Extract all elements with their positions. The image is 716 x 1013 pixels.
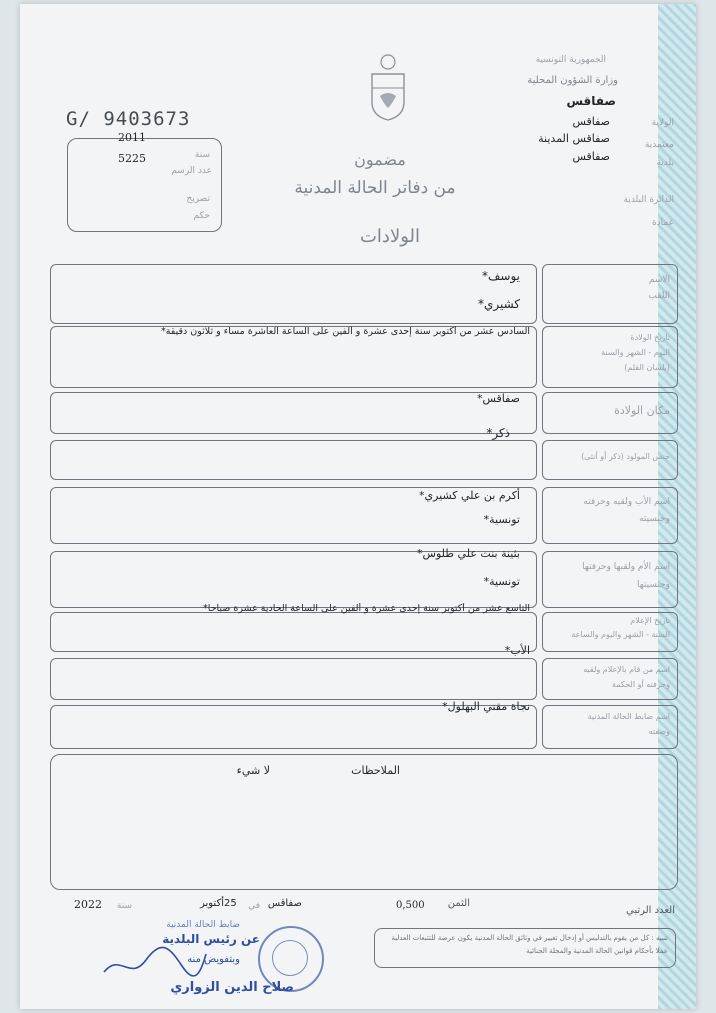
field-label: الاسم اللقب: [648, 275, 670, 301]
municipal-circle-label: الدائرة البلدية: [623, 195, 674, 205]
footer-year: 2022: [74, 898, 102, 911]
field-label: مكان الولادة: [614, 404, 670, 417]
doc-title-line2: من دفاتر الحالة المدنية: [294, 178, 456, 198]
notice-text: تنبيه : كل من يقوم بالتدليس أو إدخال تغيير في وثائق الحالة المدنية يكون عرضة للتتبعات العدلية عملا بأحكام قوانين الحالة المدنية والمجلة الجنائية: [391, 934, 668, 955]
footer-place: صفاقس: [267, 898, 302, 909]
footer-month: أكتوبر: [199, 898, 224, 909]
field-label: اسم الأب ولقبه وحرفته وجنسيته: [583, 497, 670, 524]
registry-number-label: عدد الرسم: [171, 166, 212, 176]
signature-name: صلاح الدين الزواري: [170, 980, 294, 995]
field-value-box: [50, 658, 537, 700]
registry-judgment-label: حكم: [193, 211, 210, 221]
footer-year-label: سنة: [116, 901, 132, 911]
field-value: صفاقس*: [476, 392, 520, 405]
ministry-label: وزارة الشؤون المحلية: [527, 75, 618, 86]
coat-of-arms-icon: [366, 52, 410, 124]
footer-day-prefix: في: [248, 901, 260, 911]
field-label: جنس المولود (ذكر أو أنثى): [581, 452, 670, 461]
field-value-box: [50, 440, 537, 480]
price-label: الثمن: [447, 898, 470, 909]
registry-year: 2011: [118, 131, 146, 144]
signature-title-3: وبتفويض منه: [187, 954, 240, 965]
price-value: 0,500: [396, 900, 425, 911]
handwritten-signature: [100, 942, 210, 982]
registry-declaration-label: تصريح: [186, 194, 210, 204]
signature-title-1: ضابط الحالة المدنية: [166, 920, 240, 930]
wilaya-handwritten: صفاقس: [566, 94, 616, 108]
wilaya-value: صفاقس: [572, 115, 610, 128]
remarks-label: الملاحظات: [351, 764, 400, 777]
field-value: بثينة بنت علي طلوس* تونسية*: [417, 547, 520, 588]
municipality-label: بلدية: [656, 158, 674, 168]
wilaya-row-label: الولاية: [651, 118, 674, 128]
field-value: الأب*: [504, 644, 530, 657]
field-label: تاريخ الإعلام السنة - الشهر واليوم والساعة: [571, 616, 670, 639]
delegation-value: صفاقس المدينة: [538, 132, 610, 145]
field-label: اسم من قام بالإعلام ولقبه وحرفته أو الحكمة: [583, 665, 670, 689]
delegation-label: معتمدية: [644, 140, 674, 150]
field-label: اسم ضابط الحالة المدنية وصفته: [587, 712, 670, 736]
field-value: التاسع عشر من أكتوبر سنة إحدى عشرة و ألفين على الساعة الحادية عشرة صباحا*: [203, 603, 530, 614]
republic-label: الجمهورية التونسية: [535, 55, 606, 65]
field-label: تاريخ الولادة اليوم - الشهر والسنة (بلسان القلم): [601, 333, 670, 372]
doc-title-line3: الولادات: [359, 226, 420, 247]
footer-day: 25: [224, 898, 237, 909]
serial-number: G/ 9403673: [66, 108, 191, 130]
field-value: نجاة مقني البهلول*: [442, 700, 530, 713]
imada-label: عمادة: [651, 218, 674, 228]
count-label: العدد الرتبي: [625, 905, 675, 916]
doc-title-line1: مضمون: [354, 150, 406, 169]
municipality-value: صفاقس: [572, 150, 610, 163]
field-label: اسم الأم ولقبها وحرفتها وجنسيتها: [582, 562, 670, 590]
official-stamp-inner: [272, 940, 308, 976]
field-value: أكرم بن علي كشيري* تونسية*: [418, 489, 520, 526]
registry-year-label: سنة: [194, 150, 210, 160]
field-value: السادس عشر من أكتوبر سنة إحدى عشرة و ألفين على الساعة العاشرة مساء و ثلاثون دقيقة*: [160, 326, 530, 337]
remarks-value: لا شيء: [236, 764, 270, 777]
signature-title-2: عن رئيس البلدية: [162, 932, 260, 946]
registry-number: 5225: [118, 152, 146, 165]
field-value: ذكر*: [486, 426, 510, 440]
field-value: يوسف* كشيري*: [477, 269, 520, 311]
